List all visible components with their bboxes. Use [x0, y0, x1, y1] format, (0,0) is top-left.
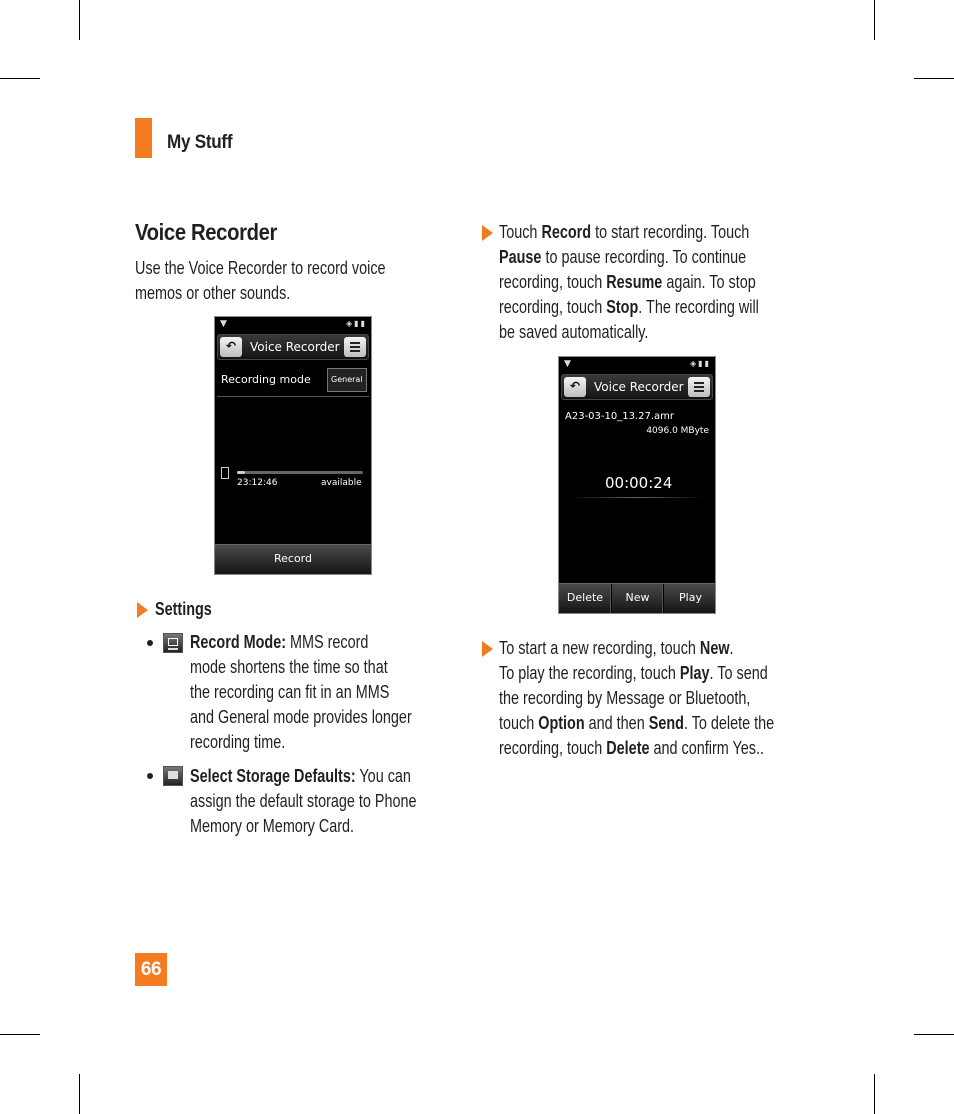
battery-icon: ◈▮▮ — [690, 359, 711, 368]
crop-mark — [0, 78, 40, 79]
available-label: available — [321, 478, 362, 488]
record-mode-line: Record Mode: MMS record — [190, 632, 369, 652]
record-mode-line: mode shortens the time so that — [190, 657, 388, 677]
storage-line: Memory or Memory Card. — [190, 816, 355, 836]
instruction-line: Touch Record to start recording. Touch — [499, 222, 750, 242]
record-button[interactable] — [215, 544, 371, 574]
title-bar — [217, 334, 369, 360]
signal-icon: ▼ — [564, 359, 571, 369]
battery-icon: ◈▮▮ — [346, 319, 367, 328]
status-bar — [215, 317, 371, 331]
title-bar — [561, 374, 713, 400]
status-bar — [559, 357, 715, 371]
storage-line: assign the default storage to Phone — [190, 791, 417, 811]
recording-screen — [558, 356, 716, 614]
section-marker — [135, 118, 152, 158]
play-button[interactable]: Play — [679, 591, 702, 604]
crop-mark — [874, 1074, 875, 1114]
capacity-fill — [237, 471, 245, 474]
timer-underline — [569, 497, 705, 498]
record-button-label: Record — [273, 552, 312, 565]
recording-mode-label: Recording mode — [221, 373, 311, 386]
arrow-bullet-icon — [482, 641, 493, 657]
instruction-line: recording, touch Resume again. To stop — [499, 272, 756, 292]
intro-line: memos or other sounds. — [135, 283, 291, 303]
back-icon[interactable]: ↶ — [564, 377, 586, 397]
elapsed-timer: 00:00:24 — [605, 474, 673, 492]
instruction-line: touch Option and then Send. To delete the — [499, 713, 775, 733]
instruction-line: Pause to pause recording. To continue — [499, 247, 747, 267]
recording-mode-value: General — [331, 375, 363, 384]
instruction-line: the recording by Message or Bluetooth, — [499, 688, 751, 708]
delete-button[interactable]: Delete — [559, 584, 612, 614]
crop-mark — [914, 1034, 954, 1035]
menu-icon[interactable] — [688, 377, 710, 397]
action-bar — [559, 583, 715, 613]
crop-mark — [79, 0, 80, 40]
record-mode-line: recording time. — [190, 732, 286, 752]
settings-label: Settings — [155, 599, 212, 619]
bullet-dot — [147, 640, 153, 646]
record-mode-line: and General mode provides longer — [190, 707, 412, 727]
recording-mode-select[interactable] — [327, 368, 367, 392]
file-size: 4096.0 MByte — [646, 426, 709, 436]
instruction-line: recording, touch Delete and confirm Yes.. — [499, 738, 764, 758]
screen-title: Voice Recorder — [250, 340, 340, 354]
back-icon[interactable]: ↶ — [220, 337, 242, 357]
crop-mark — [0, 1034, 40, 1035]
remaining-time: 23:12:46 — [237, 478, 278, 488]
new-button[interactable]: New — [612, 584, 664, 614]
page-number: 66 — [135, 953, 167, 986]
section-title: My Stuff — [167, 132, 233, 153]
instruction-line: To play the recording, touch Play. To send — [499, 663, 768, 683]
mms-icon — [163, 633, 183, 653]
signal-icon: ▼ — [220, 319, 227, 329]
intro-line: Use the Voice Recorder to record voice — [135, 258, 386, 278]
menu-icon[interactable] — [344, 337, 366, 357]
page-heading: Voice Recorder — [135, 219, 278, 245]
instruction-line: recording, touch Stop. The recording will — [499, 297, 759, 317]
storage-line: Select Storage Defaults: You can — [190, 766, 411, 786]
capacity-track — [237, 471, 363, 474]
record-mode-line: the recording can fit in an MMS — [190, 682, 390, 702]
storage-icon — [163, 766, 183, 786]
memory-icon — [221, 467, 229, 479]
arrow-bullet-icon — [482, 225, 493, 241]
instruction-line: To start a new recording, touch New. — [499, 638, 734, 658]
crop-mark — [79, 1074, 80, 1114]
instruction-line: be saved automatically. — [499, 322, 649, 342]
crop-mark — [874, 0, 875, 40]
file-name: A23-03-10_13.27.amr — [565, 411, 675, 422]
divider — [217, 396, 369, 397]
crop-mark — [914, 78, 954, 79]
arrow-bullet-icon — [137, 602, 148, 618]
screen-title: Voice Recorder — [594, 380, 684, 394]
bullet-dot — [147, 773, 153, 779]
recorder-screen — [214, 316, 372, 575]
